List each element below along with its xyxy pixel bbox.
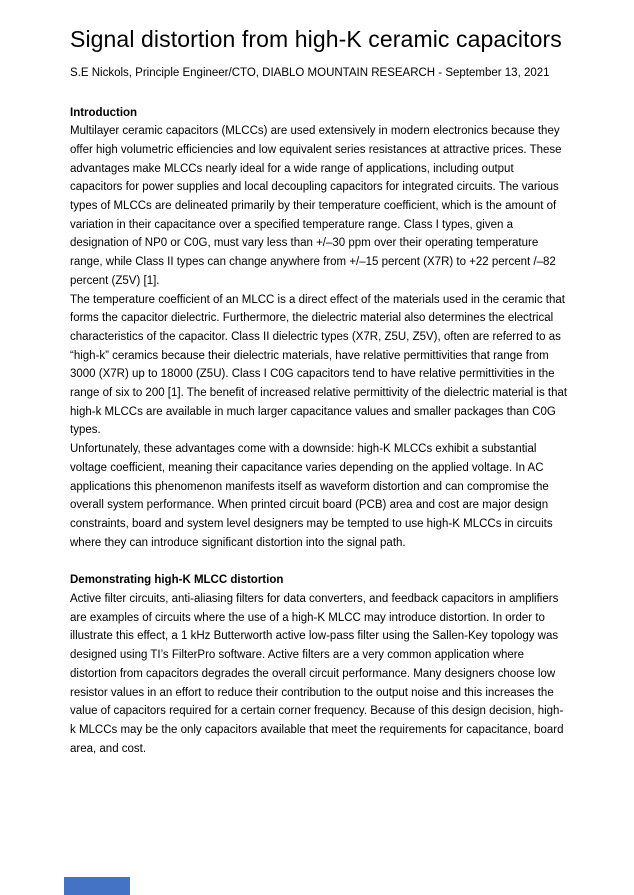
paragraph: Active filter circuits, anti-aliasing filters for data converters, and feedback capacitors in amplifiers are examples of circuits where the use of a high-K MLCC may introduce distortion. In order to illustrate this effect, a 1 kHz Butterworth active low-pass filter using the Sallen-Key topology was designed using TI’s FilterPro software. Active filters are a very common application where distortion from capacitors degrades the overall circuit performance. Many designers choose low resistor values in an effort to reduce their contribution to the output noise and this increases the value of capacitors required for a certain corner frequency. Because of this design decision, high-k MLCCs may be the only capacitors available that meet the requirements for capacitance, board area, and cost.	[70, 593, 564, 755]
section-heading-demonstrating: Demonstrating high-K MLCC distortion	[70, 574, 284, 587]
paragraph: Unfortunately, these advantages come with a downside: high-K MLCCs exhibit a substantial voltage coefficient, meaning their capacitance varies depending on the applied voltage. In AC applications this phenomenon manifests itself as waveform distortion and can compromise the overall system performance. When printed circuit board (PCB) area and cost are major design constraints, board and system level designers may be tempted to use high-K MLCCs in circuits where they can introduce significant distortion into the signal path.	[70, 443, 553, 549]
section-demonstrating-distortion	[70, 571, 569, 758]
document-content	[70, 25, 569, 758]
paragraph: Multilayer ceramic capacitors (MLCCs) are used extensively in modern electronics because they offer high volumetric efficiencies and low equivalent series resistances at attractive prices. These advantages make MLCCs nearly ideal for a wide range of applications, including output capacitors for power supplies and local decoupling capacitors for integrated circuits. The various types of MLCCs are delineated primarily by their temperature coefficient, which is the amount of variation in their capacitance over a specified temperature range. Class I types, given a designation of NP0 or C0G, must vary less than +/–30 ppm over their operating temperature range, while Class II types can change anywhere from +/–15 percent (X7R) to +22 percent /–82 percent (Z5V) [1].	[70, 125, 562, 287]
clipped-figure-bar	[64, 877, 130, 895]
section-heading-introduction: Introduction	[70, 106, 138, 119]
document-title: Signal distortion from high-K ceramic capacitors	[70, 26, 562, 52]
section-introduction	[70, 104, 569, 553]
byline: S.E Nickols, Principle Engineer/CTO, DIABLO MOUNTAIN RESEARCH - September 13, 2021	[70, 67, 550, 79]
paragraph: The temperature coefficient of an MLCC is a direct effect of the materials used in the ceramic that forms the capacitor dielectric. Furthermore, the dielectric material also determines the electrical characteristics of the capacitor. Class II dielectric types (X7R, Z5U, Z5V), often are referred to as “high-k” ceramics because their dielectric materials, have relative permittivities that range from 3000 (X7R) up to 18000 (Z5U). Class I C0G capacitors tend to have relative permittivities in the range of six to 200 [1]. The benefit of increased relative permittivity of the dielectric material is that high-k MLCCs are available in much larger capacitance values and smaller packages than C0G types.	[70, 293, 568, 437]
